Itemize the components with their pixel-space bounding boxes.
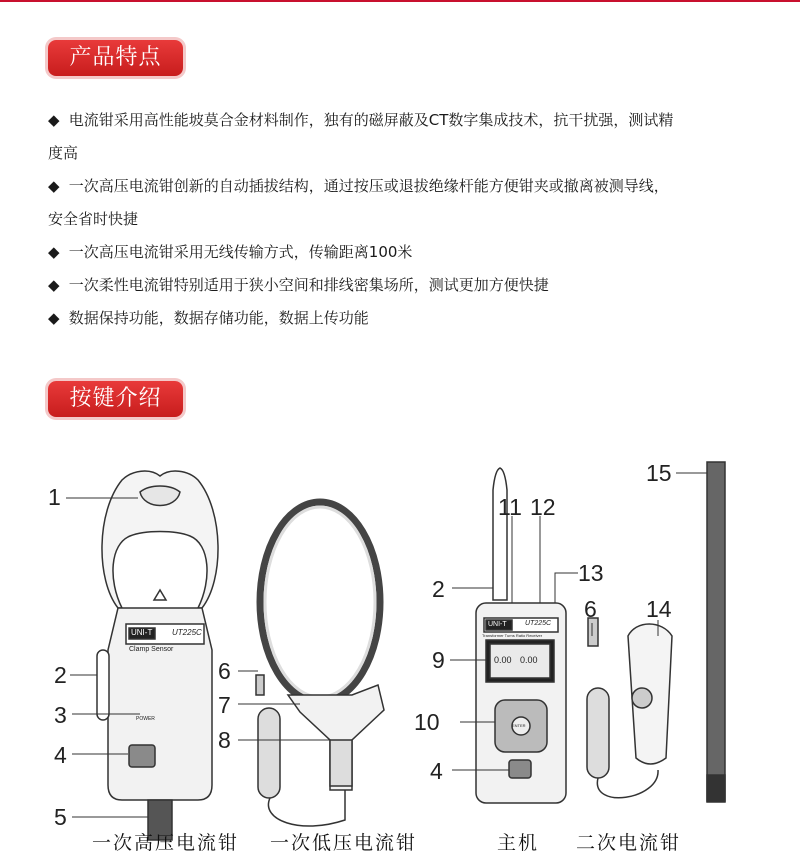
hv-model-text: UT225C: [172, 628, 202, 637]
flex-cable: [268, 790, 345, 826]
caption-host: 主机: [497, 832, 540, 854]
hv-power-button: [129, 745, 155, 767]
diamond-bullet-icon: ◆: [48, 309, 60, 327]
enter-key-label: ENTER: [512, 723, 526, 728]
feature-item: [48, 236, 758, 269]
feature-text: 数据保持功能，数据存储功能，数据上传功能: [68, 309, 369, 327]
hv-brand-text: UNI-T: [131, 628, 153, 637]
lcd-left-value: 0.00: [494, 655, 512, 665]
flex-plug: [256, 675, 264, 695]
host-antenna: [493, 468, 507, 600]
host-power-button: [509, 760, 531, 778]
hv-antenna: [97, 650, 109, 720]
flex-coil-loop-inner: [265, 507, 375, 697]
feature-text: 电流钳采用高性能坡莫合金材料制作，独有的磁屏蔽及CT数字集成技术，抗干扰强，测试精: [68, 111, 674, 129]
feature-item-continued: [48, 137, 758, 170]
feature-text: 一次高压电流钳采用无线传输方式，传输距离100米: [68, 243, 413, 261]
features-section-title: 产品特点: [48, 40, 183, 76]
product-diagram-drawing: [0, 440, 800, 866]
feature-item: [48, 170, 758, 203]
callout-7: 7: [218, 692, 231, 718]
callout-4: 4: [54, 742, 67, 768]
callout-10: 10: [414, 709, 440, 735]
hv-warning-icon: [154, 590, 166, 600]
host-brand-text: UNI-T: [488, 621, 507, 628]
diamond-bullet-icon: ◆: [48, 177, 60, 195]
diamond-bullet-icon: ◆: [48, 276, 60, 294]
callout-9: 9: [432, 647, 445, 673]
secondary-clamp-pivot: [632, 688, 652, 708]
clamp-sensor-text: Clamp Sensor: [129, 646, 174, 653]
insulated-rod: [707, 462, 725, 802]
callout-12: 12: [530, 494, 556, 520]
flex-handle: [258, 708, 280, 798]
lcd-right-value: 0.00: [520, 655, 538, 665]
feature-item: [48, 302, 758, 335]
callout-13: 13: [578, 560, 604, 586]
callout-8: 8: [218, 727, 231, 753]
callout-14: 14: [646, 596, 672, 622]
host-model-text: UT225C: [525, 620, 552, 627]
flex-coil-loop: [260, 502, 380, 702]
caption-lv-clamp: 一次低压电流钳: [270, 832, 418, 854]
callout-2-host: 2: [432, 576, 445, 602]
callout-6: 6: [218, 658, 231, 684]
caption-secondary-clamp: 二次电流钳: [576, 832, 682, 854]
secondary-handle: [587, 688, 609, 778]
callout-15: 15: [646, 460, 672, 486]
diamond-bullet-icon: ◆: [48, 243, 60, 261]
keys-section-title: 按键介绍: [48, 381, 183, 417]
callout-2: 2: [54, 662, 67, 688]
feature-list: [48, 104, 758, 335]
callout-11: 11: [498, 494, 522, 520]
top-accent-line: [0, 0, 800, 2]
feature-item: [48, 104, 758, 137]
callout-4-host: 4: [430, 758, 443, 784]
callout-1: 1: [48, 484, 61, 510]
diamond-bullet-icon: ◆: [48, 111, 60, 129]
insulated-rod-cap: [707, 775, 725, 801]
feature-text: 安全省时快捷: [48, 210, 139, 228]
host-subtitle-text: Transformer Turns Ratio Receiver: [482, 633, 543, 638]
caption-hv-clamp: 一次高压电流钳: [92, 832, 240, 854]
power-text: POWER: [136, 716, 155, 722]
callout-3: 3: [54, 702, 67, 728]
flex-clamp-grip: [330, 740, 352, 786]
callout-6-secondary: 6: [584, 596, 597, 622]
feature-text: 一次柔性电流钳特别适用于狭小空间和排线密集场所，测试更加方便快捷: [68, 276, 549, 294]
feature-item-continued: [48, 203, 758, 236]
feature-item: [48, 269, 758, 302]
feature-text: 度高: [48, 144, 79, 162]
product-diagram: [0, 440, 800, 866]
callout-5: 5: [54, 804, 67, 830]
feature-text: 一次高压电流钳创新的自动插拔结构，通过按压或退拔绝缘杆能方便钳夹或撤离被测导线，: [68, 177, 669, 195]
